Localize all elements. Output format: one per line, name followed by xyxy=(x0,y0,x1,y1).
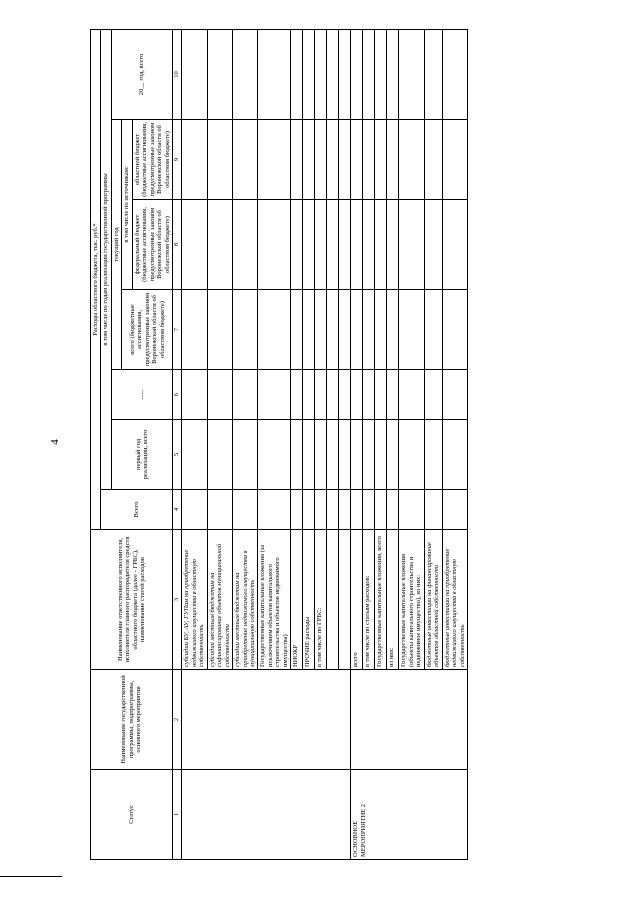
value-cell xyxy=(351,200,363,290)
col-number: 10 xyxy=(173,29,182,119)
header-year-total: 20__ год, всего xyxy=(111,29,172,119)
expense-item-cell: Государственные капитальные вложения (за исключением объектов капитального строительства и объектов недвижимого имущества) xyxy=(258,530,291,670)
expense-item-cell xyxy=(339,530,351,670)
expense-item-cell: Государственные капитальные вложения, всего xyxy=(375,530,387,670)
value-cell xyxy=(442,290,467,370)
value-cell xyxy=(303,490,315,530)
value-cell xyxy=(399,200,424,290)
value-cell xyxy=(327,200,339,290)
expense-item-cell: субсидии местным бюджетам на приобретение недвижимого имущества в муниципальную собственность xyxy=(233,530,258,670)
value-cell xyxy=(339,120,351,200)
expense-item-cell: НИОКР xyxy=(291,530,303,670)
rotated-sheet xyxy=(90,30,570,860)
value-cell xyxy=(399,370,424,420)
value-cell xyxy=(442,200,467,290)
value-cell xyxy=(387,29,399,119)
value-cell xyxy=(351,420,363,490)
value-cell xyxy=(182,370,207,420)
value-cell xyxy=(424,370,442,420)
value-cell xyxy=(291,200,303,290)
expenses-table xyxy=(90,29,468,860)
value-cell xyxy=(233,490,258,530)
header-first-year: первый год реализации, всего xyxy=(111,420,172,490)
value-cell xyxy=(303,370,315,420)
table-row xyxy=(182,29,207,859)
value-cell xyxy=(182,490,207,530)
value-cell xyxy=(258,370,291,420)
value-cell xyxy=(327,420,339,490)
value-cell xyxy=(303,120,315,200)
header-current-year: текущий год xyxy=(111,120,121,370)
expense-item-cell: всего xyxy=(351,530,363,670)
value-cell xyxy=(315,290,327,370)
block1-body xyxy=(182,29,351,859)
header-executor: Наименование ответственного исполнителя, исполнителя главного распорядителя средств областного бюджета (далее - ГРБС), наименование статей расходов xyxy=(91,530,173,670)
table-row xyxy=(351,29,363,859)
value-cell xyxy=(182,120,207,200)
value-cell xyxy=(303,29,315,119)
expense-item-cell: в том числе по статьям расходов: xyxy=(363,530,375,670)
col-number: 1 xyxy=(173,770,182,860)
value-cell xyxy=(327,120,339,200)
col-number: 8 xyxy=(173,200,182,290)
value-cell xyxy=(303,290,315,370)
value-cell xyxy=(233,290,258,370)
value-cell xyxy=(339,420,351,490)
value-cell xyxy=(315,490,327,530)
value-cell xyxy=(399,420,424,490)
value-cell xyxy=(363,29,375,119)
value-cell xyxy=(351,370,363,420)
expense-item-cell: бюджетные инвестиции на финансирование объектов областной собственности xyxy=(424,530,442,670)
value-cell xyxy=(375,120,387,200)
expense-item-cell: субсидии БУ, АУ, ГУПам на приобретение недвижимого имущества в областную собственность xyxy=(182,530,207,670)
header-by-sources: в том числе по источникам: xyxy=(122,120,132,290)
value-cell xyxy=(442,490,467,530)
value-cell xyxy=(315,29,327,119)
value-cell xyxy=(387,420,399,490)
col-number: 2 xyxy=(173,670,182,770)
status-cell xyxy=(182,770,351,860)
program-name-cell xyxy=(182,670,351,770)
expense-item-cell: субсидии местным бюджетам на софинансирование объектов муниципальной собственности xyxy=(207,530,232,670)
value-cell xyxy=(291,120,303,200)
value-cell xyxy=(387,290,399,370)
value-cell xyxy=(207,370,232,420)
value-cell xyxy=(375,29,387,119)
status-cell: ОСНОВНОЕ МЕРОПРИЯТИЕ 2 xyxy=(351,770,468,860)
page-number: 4 xyxy=(48,439,61,445)
value-cell xyxy=(327,290,339,370)
value-cell xyxy=(424,120,442,200)
value-cell xyxy=(399,290,424,370)
expense-item-cell: в том числе по ГРБС: xyxy=(315,530,327,670)
value-cell xyxy=(207,29,232,119)
value-cell xyxy=(363,370,375,420)
value-cell xyxy=(424,290,442,370)
value-cell xyxy=(315,120,327,200)
value-cell xyxy=(442,420,467,490)
value-cell xyxy=(339,29,351,119)
value-cell xyxy=(363,490,375,530)
value-cell xyxy=(182,420,207,490)
value-cell xyxy=(315,200,327,290)
header-by-years: в том числе по годам реализации государственной программы xyxy=(101,29,111,489)
col-number: 6 xyxy=(173,370,182,420)
value-cell xyxy=(363,290,375,370)
program-name-cell xyxy=(351,670,468,770)
value-cell xyxy=(387,120,399,200)
value-cell xyxy=(375,490,387,530)
value-cell xyxy=(399,29,424,119)
value-cell xyxy=(442,29,467,119)
expense-item-cell: из них: xyxy=(387,530,399,670)
value-cell xyxy=(442,120,467,200)
value-cell xyxy=(351,490,363,530)
value-cell xyxy=(363,200,375,290)
value-cell xyxy=(399,120,424,200)
col-number: 3 xyxy=(173,530,182,670)
col-number: 9 xyxy=(173,120,182,200)
value-cell xyxy=(315,420,327,490)
value-cell xyxy=(207,290,232,370)
expense-item-cell: Государственные капитальные вложения (объекты капитального строительства и недвижимое имущество), из них: xyxy=(399,530,424,670)
value-cell xyxy=(327,490,339,530)
col-number: 7 xyxy=(173,290,182,370)
value-cell xyxy=(258,420,291,490)
value-cell xyxy=(375,370,387,420)
value-cell xyxy=(363,420,375,490)
value-cell xyxy=(327,370,339,420)
value-cell xyxy=(258,490,291,530)
header-federal: федеральный бюджет (бюджетные ассигнования, предусмотренные законом Воронежской области об областном бюджете) xyxy=(132,200,172,290)
value-cell xyxy=(233,120,258,200)
value-cell xyxy=(182,29,207,119)
value-cell xyxy=(424,420,442,490)
footnote-separator xyxy=(0,876,62,877)
value-cell xyxy=(387,200,399,290)
header-status: Статус xyxy=(91,770,173,860)
value-cell xyxy=(233,370,258,420)
value-cell xyxy=(233,420,258,490)
value-cell xyxy=(207,490,232,530)
value-cell xyxy=(387,370,399,420)
value-cell xyxy=(442,370,467,420)
value-cell xyxy=(207,200,232,290)
value-cell xyxy=(182,200,207,290)
value-cell xyxy=(375,420,387,490)
value-cell xyxy=(399,490,424,530)
value-cell xyxy=(424,200,442,290)
value-cell xyxy=(291,370,303,420)
header-total: Всего xyxy=(101,490,173,530)
expense-item-cell: ПРОЧИЕ расходы xyxy=(303,530,315,670)
header-all-budget: всего (бюджетные ассигнования, предусмотренные законом Воронежской области об областном бюджете) xyxy=(122,290,173,370)
value-cell xyxy=(351,29,363,119)
header-dots: ...... xyxy=(111,370,172,420)
value-cell xyxy=(424,490,442,530)
value-cell xyxy=(363,120,375,200)
value-cell xyxy=(375,290,387,370)
col-number: 4 xyxy=(173,490,182,530)
value-cell xyxy=(291,290,303,370)
header-expenses-title: Расходы областного бюджета, тыс. руб.* xyxy=(91,29,101,529)
value-cell xyxy=(291,420,303,490)
col-number: 5 xyxy=(173,420,182,490)
value-cell xyxy=(387,490,399,530)
value-cell xyxy=(291,29,303,119)
value-cell xyxy=(258,200,291,290)
value-cell xyxy=(303,420,315,490)
block2-body xyxy=(351,29,468,859)
value-cell xyxy=(291,490,303,530)
value-cell xyxy=(303,200,315,290)
header-regional: областной бюджет (бюджетные ассигнования, предусмотренные законом Воронежской области об областном бюджете) xyxy=(132,120,172,200)
value-cell xyxy=(233,29,258,119)
value-cell xyxy=(424,29,442,119)
value-cell xyxy=(339,200,351,290)
value-cell xyxy=(258,29,291,119)
value-cell xyxy=(327,29,339,119)
value-cell xyxy=(258,290,291,370)
expense-item-cell xyxy=(327,530,339,670)
value-cell xyxy=(339,370,351,420)
value-cell xyxy=(351,120,363,200)
expense-item-cell: бюджетные инвестиции на приобретение недвижимого имущества в областную собственность xyxy=(442,530,467,670)
value-cell xyxy=(339,290,351,370)
value-cell xyxy=(233,200,258,290)
value-cell xyxy=(207,120,232,200)
value-cell xyxy=(182,290,207,370)
value-cell xyxy=(375,200,387,290)
value-cell xyxy=(258,120,291,200)
header-program-name: Наименование государственной программы, подпрограммы, основного мероприятия xyxy=(91,670,173,770)
column-number-row xyxy=(173,29,182,859)
value-cell xyxy=(351,290,363,370)
value-cell xyxy=(315,370,327,420)
value-cell xyxy=(339,490,351,530)
value-cell xyxy=(207,420,232,490)
